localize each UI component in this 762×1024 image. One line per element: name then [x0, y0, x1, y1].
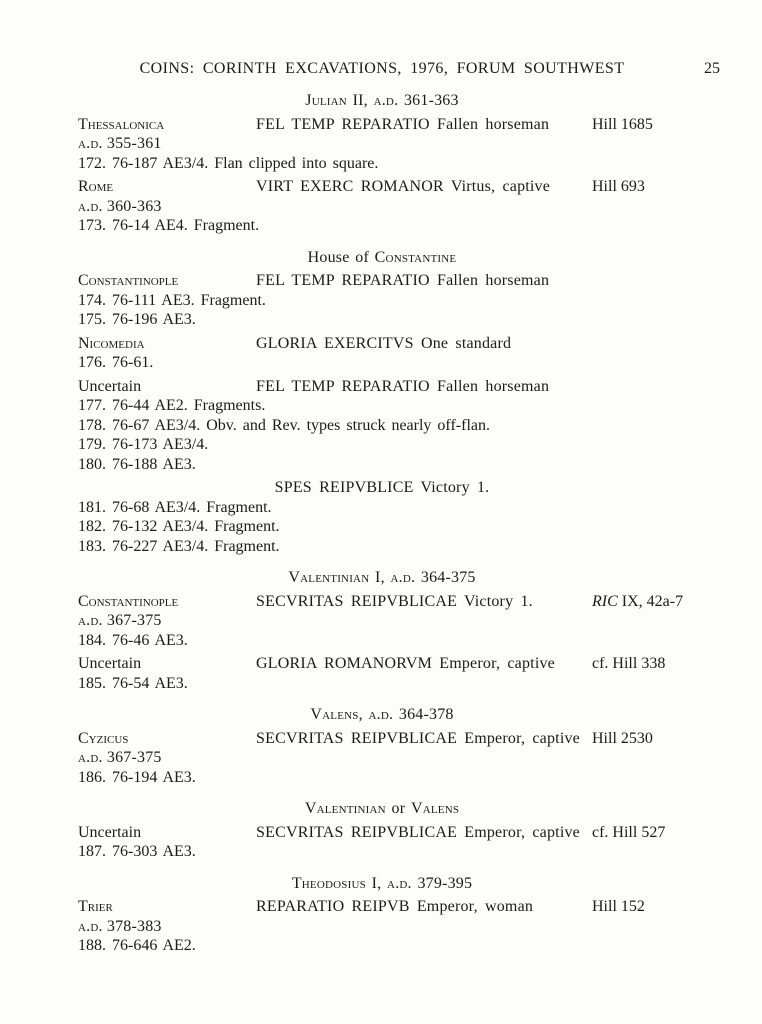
- mint-date-text: a.d. 355-361: [78, 135, 162, 152]
- catalog-item: 180. 76-188 AE3.: [78, 455, 196, 473]
- catalog-item: 177. 76-44 AE2. Fragments.: [78, 397, 266, 414]
- heading-text: Julian II, a.d. 361-363: [305, 92, 459, 109]
- mint-name-text: Thessalonica: [78, 115, 165, 133]
- entry-group: [78, 334, 720, 373]
- entry-group: [78, 654, 720, 693]
- reference-text: cf. Hill 527: [592, 823, 666, 841]
- reference-text: Hill 1685: [592, 115, 653, 133]
- reference: [592, 177, 720, 197]
- reference: [592, 334, 720, 354]
- reference: [592, 729, 720, 749]
- running-head: COINS: CORINTH EXCAVATIONS, 1976, FORUM SOUTHWEST: [139, 60, 625, 77]
- mint-name: [78, 377, 256, 397]
- entry-row: [78, 729, 720, 749]
- reverse-type: [256, 823, 592, 843]
- catalog-item: 175. 76-196 AE3.: [78, 311, 196, 328]
- mint-name: [78, 592, 256, 612]
- section-heading: [78, 705, 720, 725]
- reference-text: RIC: [592, 592, 618, 610]
- entry-group: [78, 729, 720, 788]
- mint-name: [78, 823, 256, 843]
- mint-name-text: Uncertain: [78, 377, 142, 395]
- catalog-item: 186. 76-194 AE3.: [78, 768, 196, 786]
- mint-name: [78, 729, 256, 749]
- reference: [592, 654, 720, 674]
- entry-row: [78, 377, 720, 397]
- reference-text: IX, 42a-7: [617, 592, 684, 610]
- catalog-item: 176. 76-61.: [78, 354, 154, 371]
- entry-row: [78, 334, 720, 354]
- reverse-type-text: FEL TEMP REPARATIO Fallen horseman: [256, 377, 550, 395]
- mint-name-text: Trier: [78, 898, 113, 915]
- reference-text: Hill 152: [592, 898, 645, 915]
- heading-text: Valens, a.d. 364-378: [310, 706, 454, 723]
- mint-name: [78, 897, 256, 917]
- reverse-type: [256, 334, 592, 354]
- reverse-type-text: FEL TEMP REPARATIO Fallen horseman: [256, 115, 550, 133]
- page-header: [78, 59, 720, 79]
- mint-name-text: Rome: [78, 178, 114, 195]
- type-heading: [78, 478, 720, 498]
- catalog-item: 184. 76-46 AE3.: [78, 631, 188, 649]
- reverse-type: [256, 177, 592, 197]
- reference: [592, 377, 720, 397]
- catalog-item: 172. 76-187 AE3/4. Flan clipped into square.: [78, 154, 379, 172]
- section-heading: [78, 248, 720, 268]
- section: [78, 568, 720, 693]
- entry-row: [78, 654, 720, 674]
- heading-text: or: [385, 800, 411, 817]
- mint-date-text: a.d. 367-375: [78, 612, 162, 629]
- reverse-type: [256, 377, 592, 397]
- reference: [592, 897, 720, 917]
- mint-date: [78, 134, 720, 154]
- mint-name-text: Nicomedia: [78, 334, 145, 352]
- reverse-type-text: SECVRITAS REIPVBLICAE Emperor, captive: [256, 729, 580, 747]
- catalog-item: 181. 76-68 AE3/4. Fragment.: [78, 498, 272, 516]
- reverse-type: [256, 271, 592, 291]
- heading-text: Theodosius I, a.d. 379-395: [291, 874, 473, 892]
- section-heading: [78, 568, 720, 588]
- reverse-type: [256, 654, 592, 674]
- reverse-type: [256, 592, 592, 612]
- reverse-type-text: GLORIA ROMANORVM Emperor, captive: [256, 655, 555, 672]
- reverse-type-text: SECVRITAS REIPVBLICAE Victory 1.: [256, 592, 533, 610]
- reference: [592, 592, 720, 612]
- section: [78, 705, 720, 787]
- catalog-item: 183. 76-227 AE3/4. Fragment.: [78, 537, 280, 555]
- mint-date: [78, 197, 720, 217]
- entry-group: [78, 478, 720, 556]
- entry-group: [78, 115, 720, 174]
- entry-row: [78, 897, 720, 917]
- reverse-type-text: VIRT EXERC ROMANOR Virtus, captive: [256, 178, 551, 195]
- reverse-type-text: GLORIA EXERCITVS One standard: [256, 334, 512, 352]
- section: [78, 91, 720, 236]
- reference-text: Hill 2530: [592, 729, 653, 747]
- entry-row: [78, 592, 720, 612]
- reverse-type-text: SECVRITAS REIPVBLICAE Emperor, captive: [256, 823, 580, 841]
- mint-name-text: Cyzicus: [78, 729, 129, 747]
- mint-date-text: a.d. 378-383: [78, 917, 162, 935]
- reverse-type-text: FEL TEMP REPARATIO Fallen horseman: [256, 272, 550, 289]
- mint-name-text: Constantinople: [78, 592, 179, 610]
- section: [78, 799, 720, 862]
- reference: [592, 115, 720, 135]
- entry-row: [78, 115, 720, 135]
- mint-name-text: Uncertain: [78, 655, 142, 672]
- mint-name: [78, 654, 256, 674]
- catalog-item: 173. 76-14 AE4. Fragment.: [78, 217, 260, 234]
- catalog-item: 178. 76-67 AE3/4. Obv. and Rev. types struck nearly off-flan.: [78, 416, 490, 434]
- entry-row: [78, 177, 720, 197]
- page-number: 25: [704, 60, 720, 77]
- reference: [592, 271, 720, 291]
- catalog-item: 187. 76-303 AE3.: [78, 843, 196, 860]
- heading-text: Valens: [410, 800, 460, 817]
- entry-group: [78, 377, 720, 475]
- mint-name-text: Uncertain: [78, 823, 142, 841]
- mint-name: [78, 115, 256, 135]
- section-heading: [78, 874, 720, 894]
- coin-catalog: [78, 91, 720, 956]
- entry-row: [78, 823, 720, 843]
- reference-text: Hill 693: [592, 178, 645, 195]
- mint-date: [78, 748, 720, 768]
- heading-text: House of: [307, 248, 375, 266]
- mint-date: [78, 611, 720, 631]
- catalog-item: 188. 76-646 AE2.: [78, 937, 196, 954]
- mint-name: [78, 271, 256, 291]
- catalog-item: 185. 76-54 AE3.: [78, 674, 188, 692]
- entry-group: [78, 177, 720, 236]
- reference-text: cf. Hill 338: [592, 655, 666, 672]
- reference: [592, 823, 720, 843]
- mint-date-text: a.d. 360-363: [78, 197, 162, 215]
- entry-group: [78, 897, 720, 956]
- heading-text: Constantine: [374, 248, 457, 266]
- entry-group: [78, 271, 720, 330]
- catalog-item: 174. 76-111 AE3. Fragment.: [78, 291, 266, 309]
- mint-date: [78, 917, 720, 937]
- entry-row: [78, 271, 720, 291]
- reverse-type: [256, 897, 592, 917]
- heading-text: Valentinian: [304, 800, 386, 817]
- mint-name: [78, 177, 256, 197]
- entry-group: [78, 823, 720, 862]
- mint-name-text: Constantinople: [78, 272, 179, 289]
- catalog-item: 179. 76-173 AE3/4.: [78, 436, 209, 453]
- section-heading: [78, 91, 720, 111]
- section-heading: [78, 799, 720, 819]
- heading-text: Valentinian I, a.d. 364-375: [288, 569, 476, 586]
- catalog-item: 182. 76-132 AE3/4. Fragment.: [78, 518, 280, 535]
- reverse-type-text: REPARATIO REIPVB Emperor, woman: [256, 898, 534, 915]
- reverse-type: [256, 729, 592, 749]
- reverse-type: [256, 115, 592, 135]
- mint-date-text: a.d. 367-375: [78, 749, 162, 766]
- mint-name: [78, 334, 256, 354]
- entry-group: [78, 592, 720, 651]
- section: [78, 874, 720, 956]
- type-heading-text: SPES REIPVBLICE Victory 1.: [274, 479, 490, 496]
- section: [78, 248, 720, 557]
